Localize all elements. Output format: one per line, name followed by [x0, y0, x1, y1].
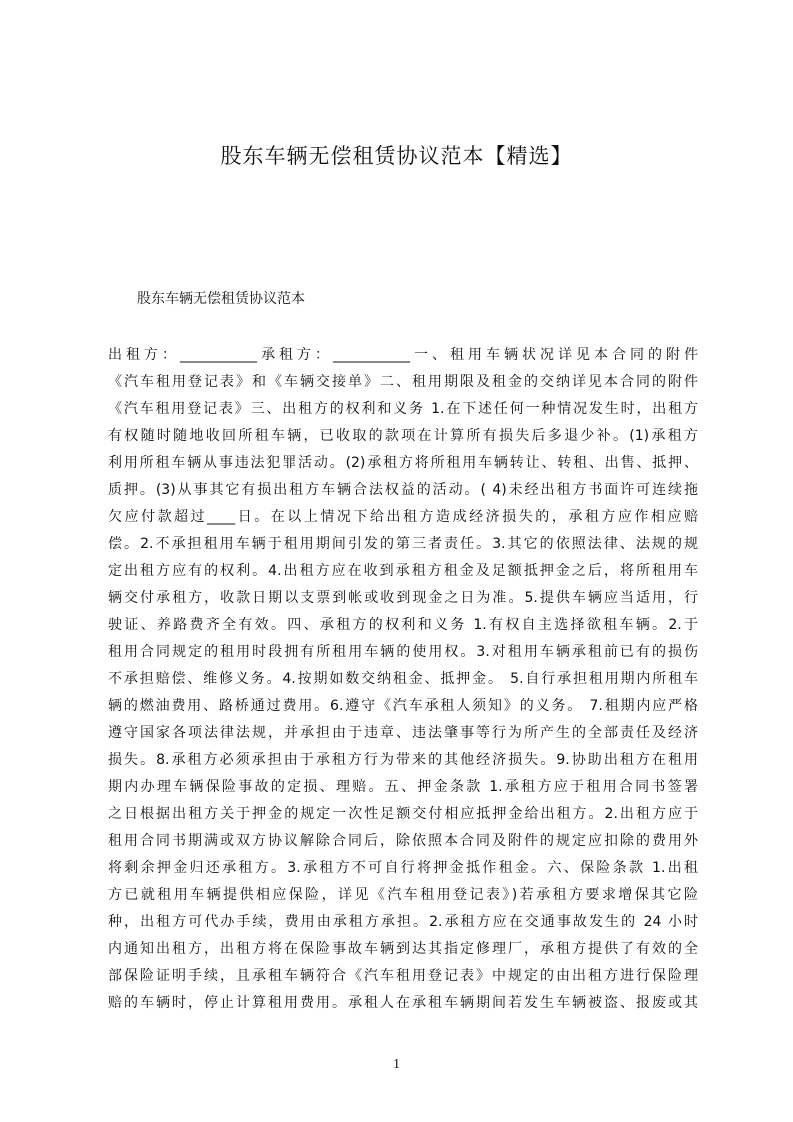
page-number: 1	[393, 1057, 400, 1072]
body-line: 质押。(3)从事其它有损出租方车辆合法权益的活动。( 4)未经出租方书面许可连续拖	[108, 482, 698, 498]
body-line: 内通知出租方，出租方将在保险事故车辆到达其指定修理厂，承租方提供了有效的全	[108, 941, 698, 957]
body-line: 定出租方应有的权利。4.出租方应在收到承租方租金及足额抵押金之后，将所租用车	[108, 563, 698, 579]
body-line: 租用合同规定的租用时段拥有所租用车辆的使用权。3.对租用车辆承租前已有的损伤	[108, 644, 698, 660]
body-line: 种，出租方可代办手续，费用由承租方承担。2.承租方应在交通事故发生的 24 小时	[108, 914, 698, 930]
body-line: 《汽车租用登记表》和《车辆交接单》二、租用期限及租金的交纳详见本合同的附件	[108, 374, 698, 390]
body-line: 将剩余押金归还承租方。3.承租方不可自行将押金抵作租金。六、保险条款 1.出租	[108, 860, 698, 876]
body-line: 欠应付款超过____日。在以上情况下给出租方造成经济损失的，承租方应作相应赔	[108, 509, 698, 525]
body-line: 损失。8.承租方必须承担由于承租方行为带来的其他经济损失。9.协助出租方在租用	[108, 752, 698, 768]
body-line: 出租方：___________承租方：___________一、租用车辆状况详见本合同的附件	[108, 347, 698, 363]
body-line: 部保险证明手续，且承租车辆符合《汽车租用登记表》中规定的由出租方进行保险理	[108, 968, 698, 984]
body-line: 利用所租车辆从事违法犯罪活动。(2)承租方将所租用车辆转让、转租、出售、抵押、	[108, 455, 698, 471]
body-line: 驶证、养路费齐全有效。四、承租方的权利和义务 1.有权自主选择欲租车辆。2.于	[108, 617, 698, 633]
body-line: 有权随时随地收回所租车辆，已收取的款项在计算所有损失后多退少补。(1)承租方	[108, 428, 698, 444]
body-line: 辆的燃油费用、路桥通过费用。6.遵守《汽车承租人须知》的义务。 7.租期内应严格	[108, 698, 698, 714]
body-line: 赔的车辆时，停止计算租用费用。承租人在承租车辆期间若发生车辆被盗、报废或其	[108, 995, 698, 1011]
body-line: 期内办理车辆保险事故的定损、理赔。五、押金条款 1.承租方应于租用合同书签署	[108, 779, 698, 795]
body-line: 遵守国家各项法律法规，并承担由于违章、违法肇事等行为所产生的全部责任及经济	[108, 725, 698, 741]
body-line: 《汽车租用登记表》三、出租方的权利和义务 1.在下述任何一种情况发生时，出租方	[108, 401, 698, 417]
body-line: 之日根据出租方关于押金的规定一次性足额交付相应抵押金给出租方。2.出租方应于	[108, 806, 698, 822]
document-title: 股东车辆无偿租赁协议范本【精选】	[220, 144, 573, 168]
body-line: 租用合同书期满或双方协议解除合同后，除依照本合同及附件的规定应扣除的费用外	[108, 833, 698, 849]
body-line: 辆交付承租方，收款日期以支票到帐或收到现金之日为准。5.提供车辆应当适用，行	[108, 590, 698, 606]
body-line: 方已就租用车辆提供相应保险，详见《汽车租用登记表》)若承租方要求增保其它险	[108, 887, 698, 903]
document-subtitle: 股东车辆无偿租赁协议范本	[137, 291, 305, 307]
body-line: 偿。2.不承担租用车辆于租用期间引发的第三者责任。3.其它的依照法律、法规的规	[108, 536, 698, 552]
body-line: 不承担赔偿、维修义务。4.按期如数交纳租金、抵押金。 5.自行承担租用期内所租车	[108, 671, 698, 687]
